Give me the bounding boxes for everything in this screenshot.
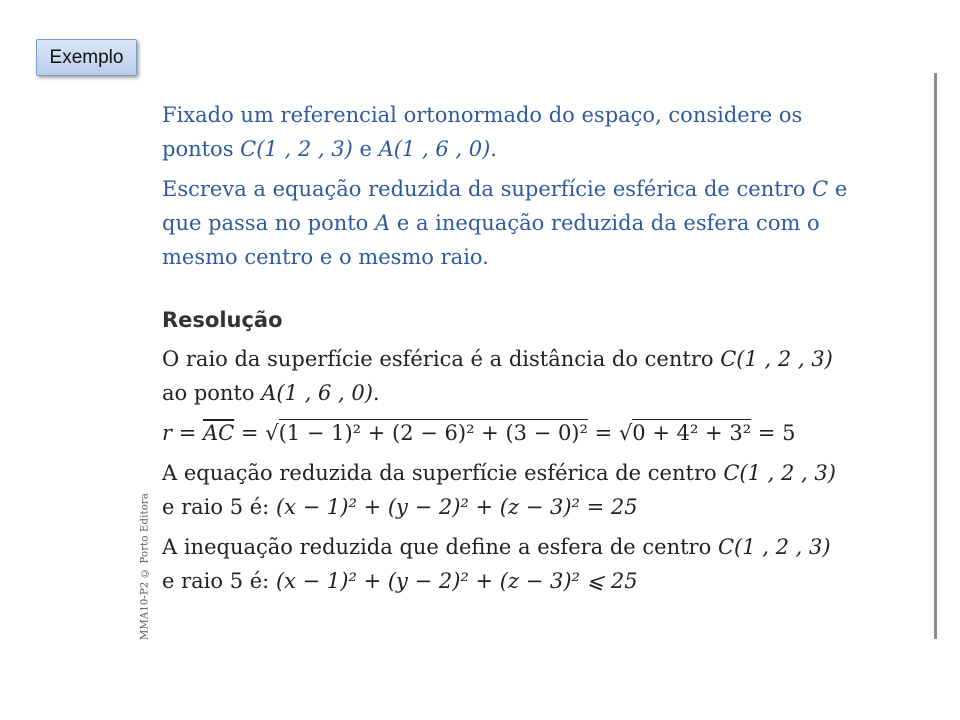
solution-paragraph-2 — [162, 456, 934, 524]
solution-paragraph-3 — [162, 530, 934, 598]
point-c: C(1 , 2 , 3) — [720, 347, 833, 371]
vertical-divider — [934, 73, 937, 639]
formula-equals: = — [594, 421, 613, 445]
statement-paragraph-1: Fixado um referencial ortonormado do espaço, considere os pontos C(1 , 2 , 3) e A(1 , 6 , 0). — [162, 103, 803, 161]
var-c: C — [812, 177, 829, 201]
sphere-equation: (x − 1)² + (y − 2)² + (z − 3)² = 25 — [275, 495, 638, 519]
resolution-body — [162, 342, 934, 598]
solution-text: O raio da superfície esférica é a distância do centro — [162, 347, 714, 371]
ball-inequation: (x − 1)² + (y − 2)² + (z − 3)² ⩽ 25 — [275, 569, 638, 593]
exercise-content — [162, 98, 934, 604]
statement-text: pontos — [162, 137, 234, 161]
side-credit: MMA10-P2 © Porto Editora — [139, 492, 151, 640]
formula-lhs: r = — [162, 421, 197, 445]
solution-text: A inequação reduzida que define a esfera de centro — [162, 535, 712, 559]
var-a: A — [375, 211, 391, 235]
solution-text: e raio 5 é: — [162, 569, 270, 593]
point-a: A(1 , 6 , 0) — [261, 381, 373, 405]
radicand-1: (1 − 1)² + (2 − 6)² + (3 − 0)² — [278, 421, 588, 445]
solution-text: ao ponto — [162, 381, 255, 405]
formula-result: = 5 — [757, 421, 796, 445]
solution-text: A equação reduzida da superfície esférica de centro — [162, 461, 717, 485]
radicand-2: 0 + 4² + 3² — [632, 421, 752, 445]
sqrt-symbol: √ — [618, 421, 633, 445]
exemplo-button[interactable]: Exemplo — [36, 39, 137, 76]
exercise-statement — [162, 98, 934, 274]
statement-text: Fixado um referencial ortonormado do espaço, considere os — [162, 103, 803, 127]
point-c: C(1 , 2 , 3) — [723, 461, 836, 485]
resolution-heading: Resolução — [162, 308, 283, 332]
solution-paragraph-1: O raio da superfície esférica é a distância do centro C(1 , 2 , 3) ao ponto A(1 , 6 , 0). — [162, 347, 833, 405]
radius-formula — [162, 416, 934, 450]
solution-text: e raio 5 é: — [162, 495, 270, 519]
sqrt-symbol: √ — [265, 421, 279, 445]
statement-text: Escreva a equação reduzida da superfície esférica de centro — [162, 177, 806, 201]
segment-ac: $\overline{AC}$ — [203, 421, 235, 445]
statement-text: que passa no ponto — [162, 211, 369, 235]
statement-paragraph-2 — [162, 172, 934, 274]
statement-text: e — [834, 177, 848, 201]
point-c: C(1 , 2 , 3) — [240, 137, 353, 161]
statement-text: e — [359, 137, 372, 161]
point-c: C(1 , 2 , 3) — [717, 535, 831, 559]
statement-text: e a inequação reduzida da esfera com o — [396, 211, 820, 235]
point-a: A(1 , 6 , 0) — [378, 137, 491, 161]
formula-equals: = — [240, 421, 259, 445]
statement-text: mesmo centro e o mesmo raio. — [162, 245, 489, 269]
